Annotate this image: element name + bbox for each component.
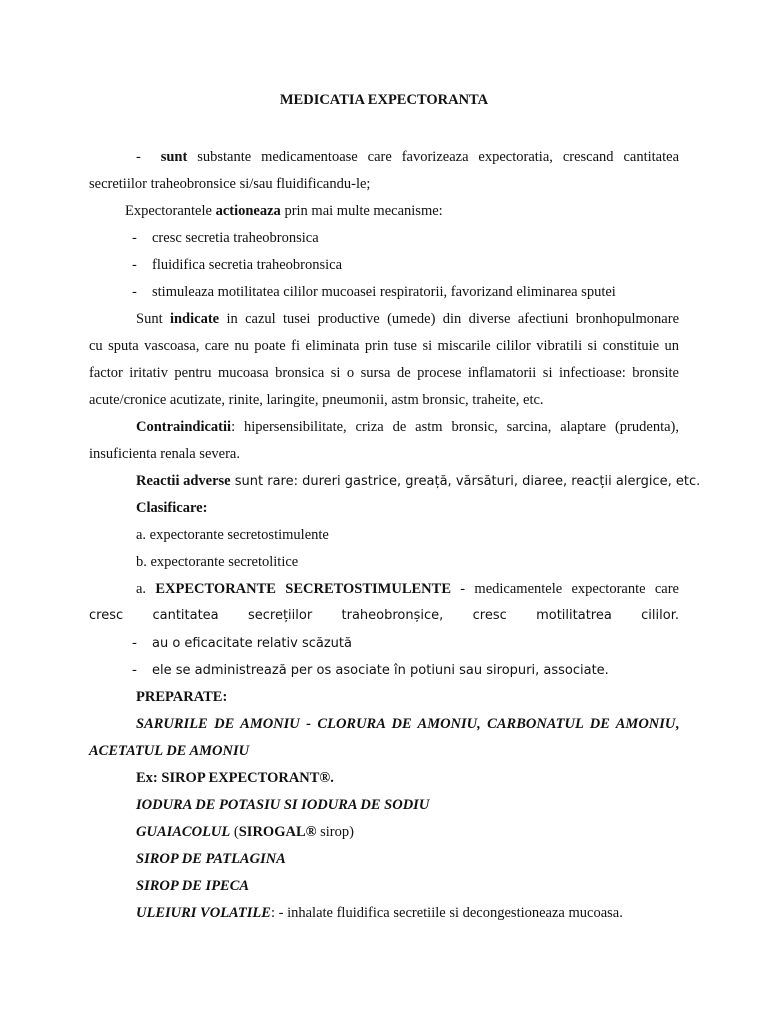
contra-text: : hipersensibilitate, criza de astm bronsic, sarcina, alaptare (prudenta), <box>231 419 679 435</box>
secA-line-2: cresc cantitatea secrețiilor traheobronșice, cresc motilitatrea cililor. <box>89 608 679 623</box>
prep-uleiuri <box>136 903 679 923</box>
contra-line-2: insuficienta renala severa. <box>89 446 240 462</box>
adverse-bold: Reactii adverse <box>136 473 231 489</box>
mech-item-text: stimuleaza motilitatea cililor mucoasei respiratorii, favorizand eliminarea sputei <box>152 284 616 300</box>
secA-item-text: ele se administrează per os asociate în potiuni sau siropuri, associate. <box>152 663 609 678</box>
prep-uleiuri-rest: : - inhalate fluidifica secretiile si decongestioneaza mucoasa. <box>270 905 623 921</box>
mech-item-text: fluidifica secretia traheobronsica <box>152 257 343 273</box>
secA-item-text: au o eficacitate relativ scăzută <box>152 636 352 651</box>
indic-line-1 <box>136 309 679 329</box>
prep-iodura <box>136 795 679 815</box>
secA-item: - ele se administrează per os asociate în potiuni sau siropuri, associate. <box>132 662 609 678</box>
indic-pre: Sunt <box>136 311 170 327</box>
intro-dash: - <box>136 149 141 165</box>
secA-item: - au o eficacitate relativ scăzută <box>132 635 352 651</box>
indic-bold: indicate <box>169 311 220 327</box>
prep-ipeca-text: SIROP DE IPECA <box>136 878 250 894</box>
intro-line-2: secretiilor traheobronsice si/sau fluidificandu-le; <box>89 176 371 192</box>
prep-guaiacol-paren: ( <box>230 824 239 840</box>
page-title: MEDICATIA EXPECTORANTA <box>279 92 489 108</box>
adverse-line <box>136 471 701 491</box>
indic-line-2: cu sputa vascoasa, care nu poate fi eliminata prin tuse si miscarile cililor vibratili si constituie un <box>89 338 679 354</box>
prep-sirogal: SIROGAL® <box>238 824 317 840</box>
indic-line-3: factor iritativ pentru mucoasa bronsica si o sursa de procese inflamatorii si infectioase: bronsite <box>89 365 679 381</box>
prep-patlagina <box>136 849 679 869</box>
mech-bold: actioneaza <box>215 203 281 219</box>
prep-saruri-line-1 <box>136 714 679 734</box>
prep-sirogal-rest: sirop) <box>316 824 354 840</box>
clasif-heading-text: Clasificare: <box>136 500 208 516</box>
intro-text: substante medicamentoase care favorizeaza expectoratia, crescand cantitatea <box>187 149 679 165</box>
clasif-heading <box>136 498 679 518</box>
contra-bold: Contraindicatii <box>136 419 232 435</box>
mech-item: - cresc secretia traheobronsica <box>132 230 319 246</box>
mech-post: prin mai multe mecanisme: <box>280 203 443 219</box>
indic-text: in cazul tusei productive (umede) din diverse afectiuni bronhopulmonare <box>219 311 680 327</box>
intro-bold: sunt <box>160 149 188 165</box>
prep-uleiuri-text: ULEIURI VOLATILE <box>136 905 271 921</box>
clasif-item-b: b. expectorante secretolitice <box>136 554 299 570</box>
intro-line-1 <box>136 147 679 167</box>
prep-example <box>136 768 679 788</box>
mech-pre: Expectorantele <box>125 203 216 219</box>
prep-heading <box>136 687 679 707</box>
prep-saruri-text: SARURILE DE AMONIU - CLORURA DE AMONIU, CARBONATUL DE AMONIU <box>136 716 676 732</box>
mech-item: - stimuleaza motilitatea cililor mucoasei respiratorii, favorizand eliminarea sputei <box>132 284 616 300</box>
prep-patlagina-text: SIROP DE PATLAGINA <box>136 851 286 867</box>
mech-item: - fluidifica secretia traheobronsica <box>132 257 343 273</box>
prep-saruri-comma: , <box>675 716 679 732</box>
mech-heading <box>125 201 715 221</box>
secA-post: - medicamentele expectorante care <box>451 581 679 597</box>
indic-line-4: acute/cronice acutizate, rinite, laringite, pneumonii, astm bronsic, traheite, etc. <box>89 392 544 408</box>
prep-saruri-text-2: ACETATUL DE AMONIU <box>89 743 250 759</box>
secA-bold: EXPECTORANTE SECRETOSTIMULENTE <box>155 581 451 597</box>
prep-iodura-text: IODURA DE POTASIU SI IODURA DE SODIU <box>136 797 430 813</box>
contra-line-1 <box>136 417 679 437</box>
prep-example-text: Ex: SIROP EXPECTORANT®. <box>136 770 334 786</box>
clasif-item-a: a. expectorante secretostimulente <box>136 527 329 543</box>
secA-pre: a. <box>136 581 156 597</box>
prep-saruri-line-2 <box>89 741 679 761</box>
prep-guaiacol-text: GUAIACOLUL <box>136 824 231 840</box>
prep-ipeca <box>136 876 679 896</box>
mech-item-text: cresc secretia traheobronsica <box>152 230 319 246</box>
prep-guaiacol <box>136 822 679 842</box>
adverse-text: sunt rare: dureri gastrice, greață, vărsături, diaree, reacții alergice, etc. <box>230 474 701 489</box>
prep-heading-text: PREPARATE: <box>136 689 228 705</box>
secA-line-1 <box>136 579 679 599</box>
